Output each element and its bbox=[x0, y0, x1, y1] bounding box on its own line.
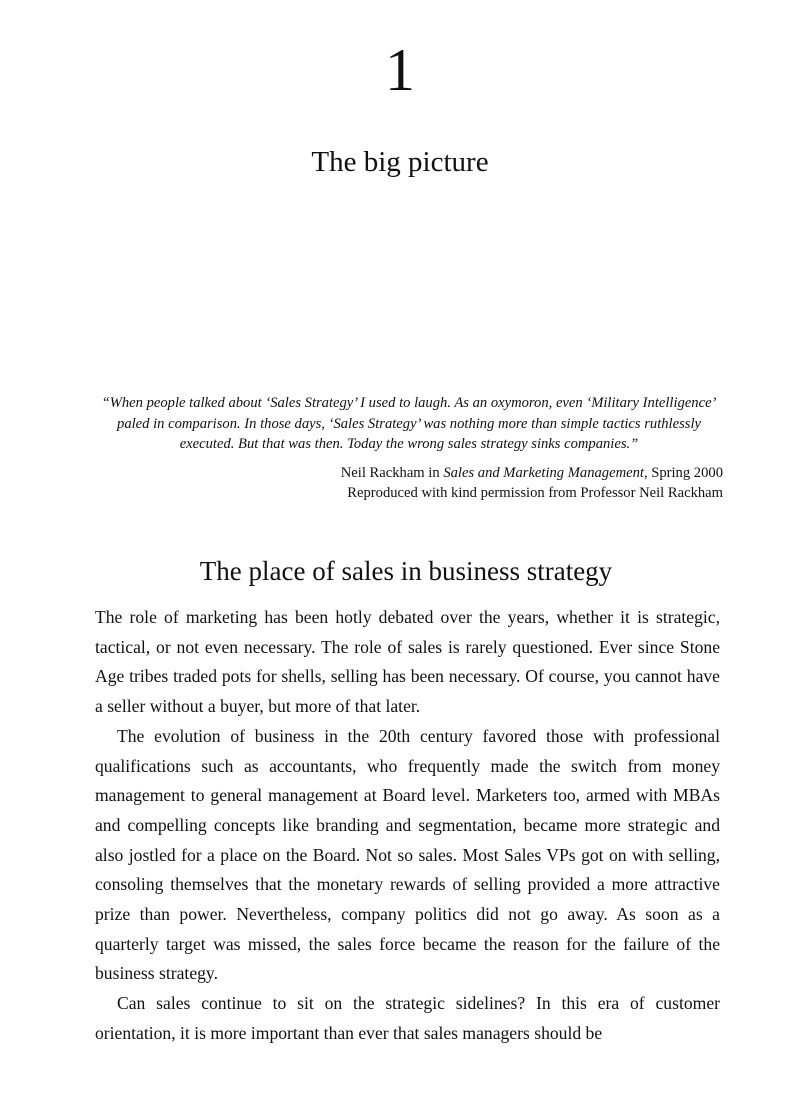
attribution-suffix: , Spring 2000 bbox=[643, 464, 723, 481]
attribution-prefix: Neil Rackham in bbox=[340, 464, 444, 481]
attribution-line bbox=[95, 463, 723, 484]
epigraph bbox=[95, 393, 723, 504]
paragraph: The evolution of business in the 20th century favored those with professional qualifications such as accountants, who frequently made the switch from money management to general management at Board level. Marketers too, armed with MBAs and compelling concepts like branding and segmentation, became more strategic and also jostled for a place on the Board. Not so sales. Most Sales VPs got on with selling, consoling themselves that the monetary rewards of selling provided a more attractive prize than power. Nevertheless, company politics did not go away. As soon as a quarterly target was missed, the sales force became the reason for the failure of the business strategy. bbox=[95, 725, 720, 984]
permission-line: Reproduced with kind permission from Professor Neil Rackham bbox=[347, 485, 723, 501]
paragraph: Can sales continue to sit on the strategic sidelines? In this era of customer orientation, it is more important than ever that sales managers should be bbox=[95, 993, 720, 1043]
attribution-source: Sales and Marketing Management bbox=[443, 464, 644, 481]
section-heading: The place of sales in business strategy bbox=[199, 556, 613, 586]
epigraph-quote: “When people talked about ‘Sales Strategy’ I used to laugh. As an oxymoron, even ‘Military Intelligence’ paled in comparison. In those days, ‘Sales Strategy’ was nothing more than simple tactics ruthlessly executed. But that was then. Today the wrong sales strategy sinks companies.” bbox=[101, 395, 717, 452]
chapter-number: 1 bbox=[385, 37, 415, 103]
chapter-title: The big picture bbox=[311, 146, 489, 178]
body-text bbox=[95, 603, 720, 1049]
epigraph-attribution bbox=[95, 463, 723, 504]
paragraph: The role of marketing has been hotly debated over the years, whether it is strategic, tactical, or not even necessary. The role of sales is rarely questioned. Ever since Stone Age tribes traded pots for shells, selling has been necessary. Of course, you cannot have a seller without a buyer, but more of that later. bbox=[95, 607, 720, 717]
